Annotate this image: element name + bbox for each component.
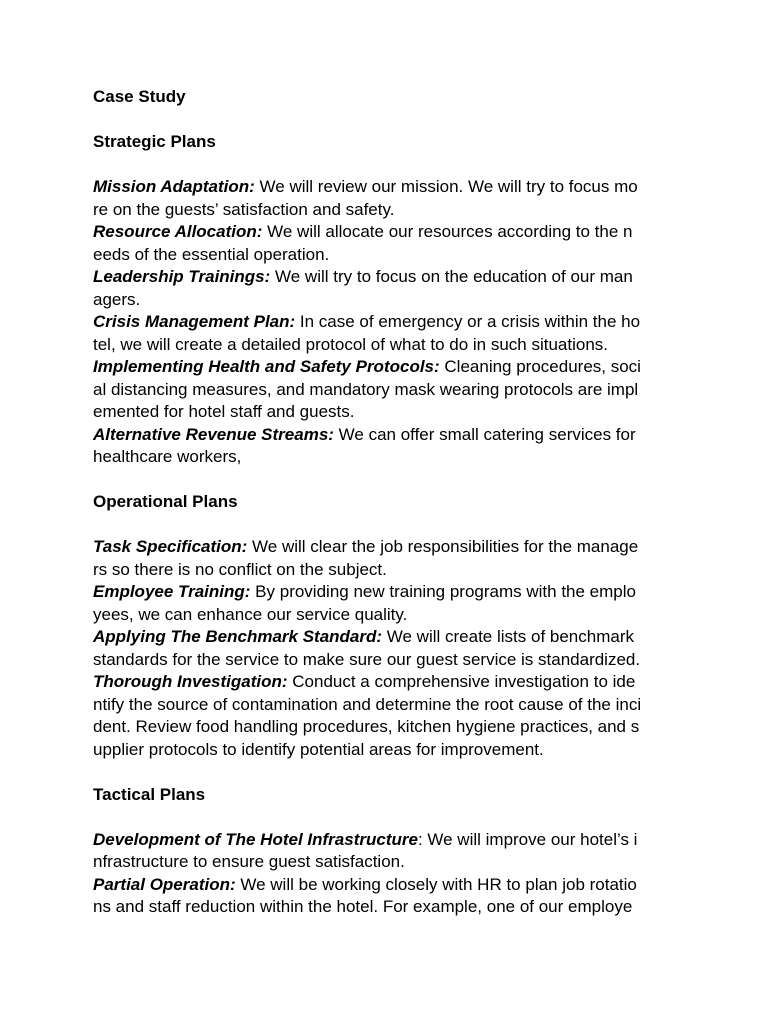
plan-text: rs so there is no conflict on the subject. xyxy=(93,559,387,579)
document-title: Case Study xyxy=(93,87,186,106)
plan-text: We will create lists of benchmark xyxy=(382,627,634,646)
spacer xyxy=(93,154,678,177)
plan-line xyxy=(93,829,678,852)
plan-line xyxy=(93,626,678,649)
plan-text: We will review our mission. We will try to focus mo xyxy=(254,177,638,196)
plan-text: agers. xyxy=(93,289,141,309)
plan-text: : We will improve our hotel’s i xyxy=(417,829,638,849)
plan-item-thorough-investigation xyxy=(93,671,678,761)
plan-line xyxy=(93,671,678,694)
plan-text: We will try to focus on the education of our man xyxy=(270,267,633,286)
plan-term: Employee Training: xyxy=(93,582,251,601)
plan-line xyxy=(93,536,678,559)
plan-item-crisis-management xyxy=(93,311,678,356)
plan-line xyxy=(93,311,678,334)
plan-text: emented for hotel staff and guests. xyxy=(93,402,355,421)
plan-line xyxy=(93,266,678,289)
plan-term: Partial Operation: xyxy=(93,874,236,894)
plan-term: Mission Adaptation: xyxy=(93,177,255,196)
plan-text: We can offer small catering services for xyxy=(333,424,636,444)
plan-text: ns and staff reduction within the hotel. For example, one of our employe xyxy=(93,897,633,916)
plan-text: re on the guests’ satisfaction and safety. xyxy=(93,199,395,219)
plan-line xyxy=(93,581,678,604)
spacer xyxy=(93,806,678,829)
plan-text: We will clear the job responsibilities for the manage xyxy=(247,537,639,556)
plan-item-mission-adaptation xyxy=(93,176,678,221)
plan-text: yees, we can enhance our service quality. xyxy=(93,604,408,624)
plan-text: ntify the source of contamination and determine the root cause of the inci xyxy=(93,694,642,714)
plan-term: Alternative Revenue Streams: xyxy=(93,424,334,444)
plan-text: upplier protocols to identify potential areas for improvement. xyxy=(93,739,544,759)
plan-item-resource-allocation xyxy=(93,221,678,266)
plan-item-employee-training xyxy=(93,581,678,626)
plan-term: Development of The Hotel Infrastructure xyxy=(93,829,418,849)
plan-text: In case of emergency or a crisis within the ho xyxy=(295,312,641,331)
plan-line xyxy=(93,874,678,897)
plan-item-partial-operation xyxy=(93,874,678,919)
section-heading-strategic: Strategic Plans xyxy=(93,132,216,151)
section-heading-tactical: Tactical Plans xyxy=(93,784,206,804)
plan-item-task-specification xyxy=(93,536,678,581)
spacer xyxy=(93,469,678,492)
plan-text: standards for the service to make sure our guest service is standardized. xyxy=(93,649,641,669)
plan-term: Task Specification: xyxy=(93,537,248,556)
section-heading-operational: Operational Plans xyxy=(93,492,238,511)
plan-text: Cleaning procedures, soci xyxy=(439,357,641,376)
plan-text: nfrastructure to ensure guest satisfaction. xyxy=(93,852,405,871)
spacer xyxy=(93,761,678,784)
spacer xyxy=(93,109,678,132)
plan-item-health-safety xyxy=(93,356,678,424)
plan-text: By providing new training programs with the emplo xyxy=(250,582,636,601)
plan-line xyxy=(93,424,678,447)
plan-line xyxy=(93,356,678,379)
plan-term: Thorough Investigation: xyxy=(93,672,288,691)
plan-term: Crisis Management Plan: xyxy=(93,312,296,331)
plan-term: Implementing Health and Safety Protocols: xyxy=(93,357,440,376)
plan-item-alternative-revenue xyxy=(93,424,678,469)
plan-text: We will be working closely with HR to plan job rotatio xyxy=(235,874,637,894)
plan-text: healthcare workers, xyxy=(93,447,242,466)
plan-item-leadership-trainings xyxy=(93,266,678,311)
plan-item-benchmark-standard xyxy=(93,626,678,671)
plan-text: Conduct a comprehensive investigation to ide xyxy=(287,672,636,691)
plan-text: tel, we will create a detailed protocol of what to do in such situations. xyxy=(93,334,609,354)
plan-term: Leadership Trainings: xyxy=(93,267,271,286)
plan-line xyxy=(93,176,678,199)
plan-line xyxy=(93,221,678,244)
spacer xyxy=(93,514,678,537)
plan-text: al distancing measures, and mandatory mask wearing protocols are impl xyxy=(93,379,639,399)
plan-term: Resource Allocation: xyxy=(93,222,263,241)
plan-item-hotel-infrastructure xyxy=(93,829,678,874)
plan-text: eeds of the essential operation. xyxy=(93,244,330,264)
plan-text: We will allocate our resources according to the n xyxy=(262,222,633,241)
document-page xyxy=(93,86,678,919)
plan-text: dent. Review food handling procedures, kitchen hygiene practices, and s xyxy=(93,717,640,736)
plan-term: Applying The Benchmark Standard: xyxy=(93,627,383,646)
